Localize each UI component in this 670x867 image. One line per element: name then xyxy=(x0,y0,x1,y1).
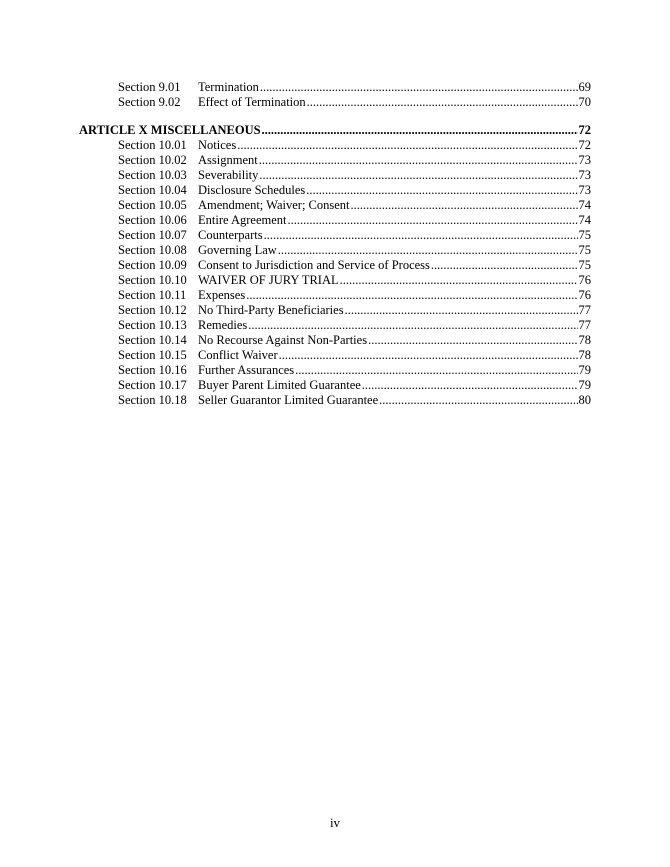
toc-page-number: 70 xyxy=(578,95,591,109)
toc-dot-leader xyxy=(345,303,578,318)
toc-article-title: ARTICLE X MISCELLANEOUS xyxy=(79,123,261,137)
toc-section-title: Assignment xyxy=(198,153,258,167)
toc-dot-leader xyxy=(368,333,577,348)
toc-page-number: 78 xyxy=(578,348,591,362)
toc-dot-leader xyxy=(262,123,578,138)
toc-dot-leader xyxy=(307,95,578,110)
toc-section-number: Section 10.12 xyxy=(118,303,187,317)
toc-entry-section[interactable] xyxy=(79,183,591,198)
toc-section-title: Seller Guarantor Limited Guarantee xyxy=(198,393,379,407)
toc-section-number: Section 10.17 xyxy=(118,378,187,392)
toc-page-number: 73 xyxy=(578,168,591,182)
toc-entry-section[interactable] xyxy=(79,138,591,153)
toc-page-number: 74 xyxy=(578,198,591,212)
toc-section-number: Section 9.01 xyxy=(118,80,181,94)
toc-section-title: No Recourse Against Non-Parties xyxy=(198,333,368,347)
toc-entry-section-9-02[interactable] xyxy=(79,95,591,110)
toc-page-number: 75 xyxy=(578,258,591,272)
toc-article-sections xyxy=(79,138,591,408)
toc-section-title: Effect of Termination xyxy=(198,95,306,109)
toc-entry-section[interactable] xyxy=(79,378,591,393)
toc-entry-section[interactable] xyxy=(79,153,591,168)
toc-page-number: 76 xyxy=(578,273,591,287)
toc-entry-section[interactable] xyxy=(79,363,591,378)
toc-entry-section[interactable] xyxy=(79,243,591,258)
table-of-contents xyxy=(79,80,591,408)
toc-section-title: Entire Agreement xyxy=(198,213,287,227)
toc-entry-section[interactable] xyxy=(79,273,591,288)
toc-dot-leader xyxy=(362,378,578,393)
toc-entry-section[interactable] xyxy=(79,318,591,333)
toc-section-number: Section 10.08 xyxy=(118,243,187,257)
toc-dot-leader xyxy=(351,198,578,213)
toc-section-title: Notices xyxy=(198,138,237,152)
toc-section-title: WAIVER OF JURY TRIAL xyxy=(198,273,339,287)
toc-dot-leader xyxy=(306,183,577,198)
toc-section-number: Section 10.04 xyxy=(118,183,187,197)
toc-entry-section[interactable] xyxy=(79,333,591,348)
toc-entry-section[interactable] xyxy=(79,288,591,303)
toc-dot-leader xyxy=(246,288,577,303)
toc-dot-leader xyxy=(288,213,578,228)
toc-dot-leader xyxy=(259,168,577,183)
toc-entry-section[interactable] xyxy=(79,303,591,318)
toc-section-number: Section 10.16 xyxy=(118,363,187,377)
toc-section-number: Section 10.18 xyxy=(118,393,187,407)
toc-section-title: Conflict Waiver xyxy=(198,348,278,362)
toc-entry-section-9-01[interactable] xyxy=(79,80,591,95)
toc-dot-leader xyxy=(295,363,577,378)
toc-section-title: Buyer Parent Limited Guarantee xyxy=(198,378,361,392)
toc-page-number: 79 xyxy=(578,378,591,392)
toc-section-title: Termination xyxy=(198,80,259,94)
toc-dot-leader xyxy=(340,273,578,288)
toc-section-title: Expenses xyxy=(198,288,246,302)
toc-dot-leader xyxy=(379,393,577,408)
toc-section-number: Section 10.03 xyxy=(118,168,187,182)
toc-section-number: Section 10.06 xyxy=(118,213,187,227)
toc-page-number: 73 xyxy=(578,183,591,197)
toc-section-number: Section 10.14 xyxy=(118,333,187,347)
toc-page-number: 77 xyxy=(578,318,591,332)
toc-entry-section[interactable] xyxy=(79,393,591,408)
toc-page-number: 77 xyxy=(578,303,591,317)
toc-section-title: Counterparts xyxy=(198,228,263,242)
toc-entry-article-x[interactable] xyxy=(79,123,591,138)
toc-dot-leader xyxy=(259,153,578,168)
toc-entry-section[interactable] xyxy=(79,258,591,273)
toc-entry-section[interactable] xyxy=(79,348,591,363)
toc-dot-leader xyxy=(278,243,578,258)
toc-section-number: Section 10.15 xyxy=(118,348,187,362)
toc-dot-leader xyxy=(237,138,577,153)
toc-section-number: Section 10.10 xyxy=(118,273,187,287)
toc-dot-leader xyxy=(260,80,578,95)
toc-page-number: 74 xyxy=(578,213,591,227)
toc-section-title: No Third-Party Beneficiaries xyxy=(198,303,344,317)
toc-page-number: 73 xyxy=(578,153,591,167)
toc-page-number: 80 xyxy=(578,393,591,407)
toc-dot-leader xyxy=(279,348,578,363)
toc-page-number: 69 xyxy=(578,80,591,94)
page-footer-number: iv xyxy=(329,815,341,830)
toc-section-title: Remedies xyxy=(198,318,248,332)
toc-entry-section[interactable] xyxy=(79,168,591,183)
toc-section-title: Severability xyxy=(198,168,259,182)
toc-entry-section[interactable] xyxy=(79,213,591,228)
toc-page-number: 76 xyxy=(578,288,591,302)
toc-dot-leader xyxy=(264,228,578,243)
toc-section-title: Disclosure Schedules xyxy=(198,183,306,197)
toc-section-title: Governing Law xyxy=(198,243,277,257)
toc-section-number: Section 10.02 xyxy=(118,153,187,167)
toc-section-number: Section 10.11 xyxy=(118,288,187,302)
toc-section-number: Section 10.13 xyxy=(118,318,187,332)
toc-section-title: Amendment; Waiver; Consent xyxy=(198,198,350,212)
toc-entry-section[interactable] xyxy=(79,198,591,213)
toc-section-title: Further Assurances xyxy=(198,363,295,377)
toc-page-number: 72 xyxy=(578,138,591,152)
toc-section-number: Section 10.05 xyxy=(118,198,187,212)
toc-section-number: Section 10.09 xyxy=(118,258,187,272)
toc-page-number: 75 xyxy=(578,228,591,242)
toc-page-number: 78 xyxy=(578,333,591,347)
toc-page-number: 72 xyxy=(578,123,591,137)
toc-section-number: Section 10.01 xyxy=(118,138,187,152)
toc-section-number: Section 10.07 xyxy=(118,228,187,242)
toc-page-number: 79 xyxy=(578,363,591,377)
toc-section-title: Consent to Jurisdiction and Service of Process xyxy=(198,258,430,272)
toc-dot-leader xyxy=(248,318,577,333)
toc-entry-section[interactable] xyxy=(79,228,591,243)
toc-section-number: Section 9.02 xyxy=(118,95,181,109)
toc-page-number: 75 xyxy=(578,243,591,257)
toc-dot-leader xyxy=(431,258,578,273)
